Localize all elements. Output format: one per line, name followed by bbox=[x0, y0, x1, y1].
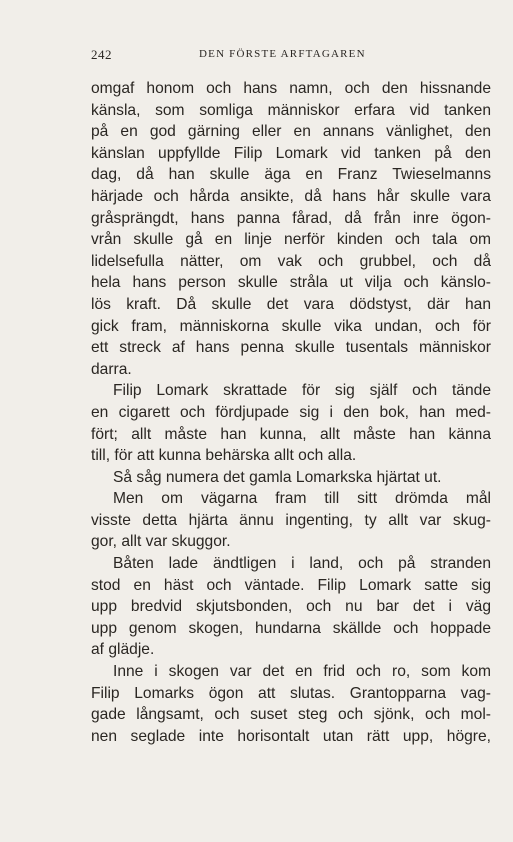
text-line: hela hans person skulle stråla ut vilja och känslo- bbox=[91, 274, 491, 292]
page-number: 242 bbox=[91, 47, 112, 62]
text-line: gor, allt var skuggor. bbox=[91, 533, 231, 551]
text-line: dag, då han skulle äga en Franz Twieselmanns bbox=[91, 166, 491, 184]
text-line: känsla, som somliga människor erfara vid tanken bbox=[91, 101, 491, 119]
text-line: nen seglade inte horisontalt utan rätt upp, högre, bbox=[91, 727, 491, 745]
text-line: Inne i skogen var det en frid och ro, som kom bbox=[113, 663, 491, 681]
text-line: en cigarett och fördjupade sig i den bok, han med- bbox=[91, 403, 491, 421]
text-line: stod en häst och väntade. Filip Lomark satte sig bbox=[91, 576, 491, 594]
text-line: Filip Lomark skrattade för sig själf och tände bbox=[113, 382, 491, 400]
text-line: Men om vägarna fram till sitt drömda mål bbox=[113, 490, 491, 508]
text-line: upp genom skogen, hundarna skällde och hoppade bbox=[91, 619, 491, 637]
running-title: DEN FÖRSTE ARFTAGAREN bbox=[199, 48, 366, 60]
text-line: gade långsamt, och suset steg och sjönk, och mol- bbox=[91, 706, 491, 724]
text-line: gick fram, människorna skulle vika undan, och för bbox=[91, 317, 491, 335]
text-line: vrån skulle gå en linje nerför kinden och tala om bbox=[91, 231, 491, 249]
running-head bbox=[91, 47, 491, 63]
text-line: gråsprängdt, hans panna fårad, då från inre ögon- bbox=[91, 209, 491, 227]
text-line: fört; allt måste han kunna, allt måste han känna bbox=[91, 425, 491, 443]
text-line: Så såg numera det gamla Lomarkska hjärtat ut. bbox=[113, 468, 442, 486]
text-line: lidelsefulla nätter, om vak och grubbel, och då bbox=[91, 252, 491, 270]
text-line: upp bredvid skjutsbonden, och nu bar det i väg bbox=[91, 598, 491, 616]
text-line: af glädje. bbox=[91, 641, 155, 659]
body-text bbox=[91, 78, 491, 747]
text-line: ett streck af hans penna skulle tusentals människor bbox=[91, 339, 491, 357]
text-line: till, för att kunna behärska allt och alla. bbox=[91, 447, 357, 465]
text-line: darra. bbox=[91, 360, 132, 378]
text-line: Båten lade ändtligen i land, och på stranden bbox=[113, 555, 491, 573]
text-line: känslan uppfyllde Filip Lomark vid tanken på den bbox=[91, 144, 491, 162]
text-line: visste detta hjärta ännu ingenting, ty allt var skug- bbox=[91, 511, 491, 529]
text-line: lös kraft. Då skulle det vara dödstyst, där han bbox=[91, 295, 491, 313]
text-line: omgaf honom och hans namn, och den hissnande bbox=[91, 80, 491, 97]
text-line: Filip Lomarks ögon att slutas. Grantopparna vag- bbox=[91, 684, 491, 702]
text-line: på en god gärning eller en annans vänlighet, den bbox=[91, 123, 491, 141]
text-line: härjade och hårda ansikte, då hans hår skulle vara bbox=[91, 187, 491, 205]
